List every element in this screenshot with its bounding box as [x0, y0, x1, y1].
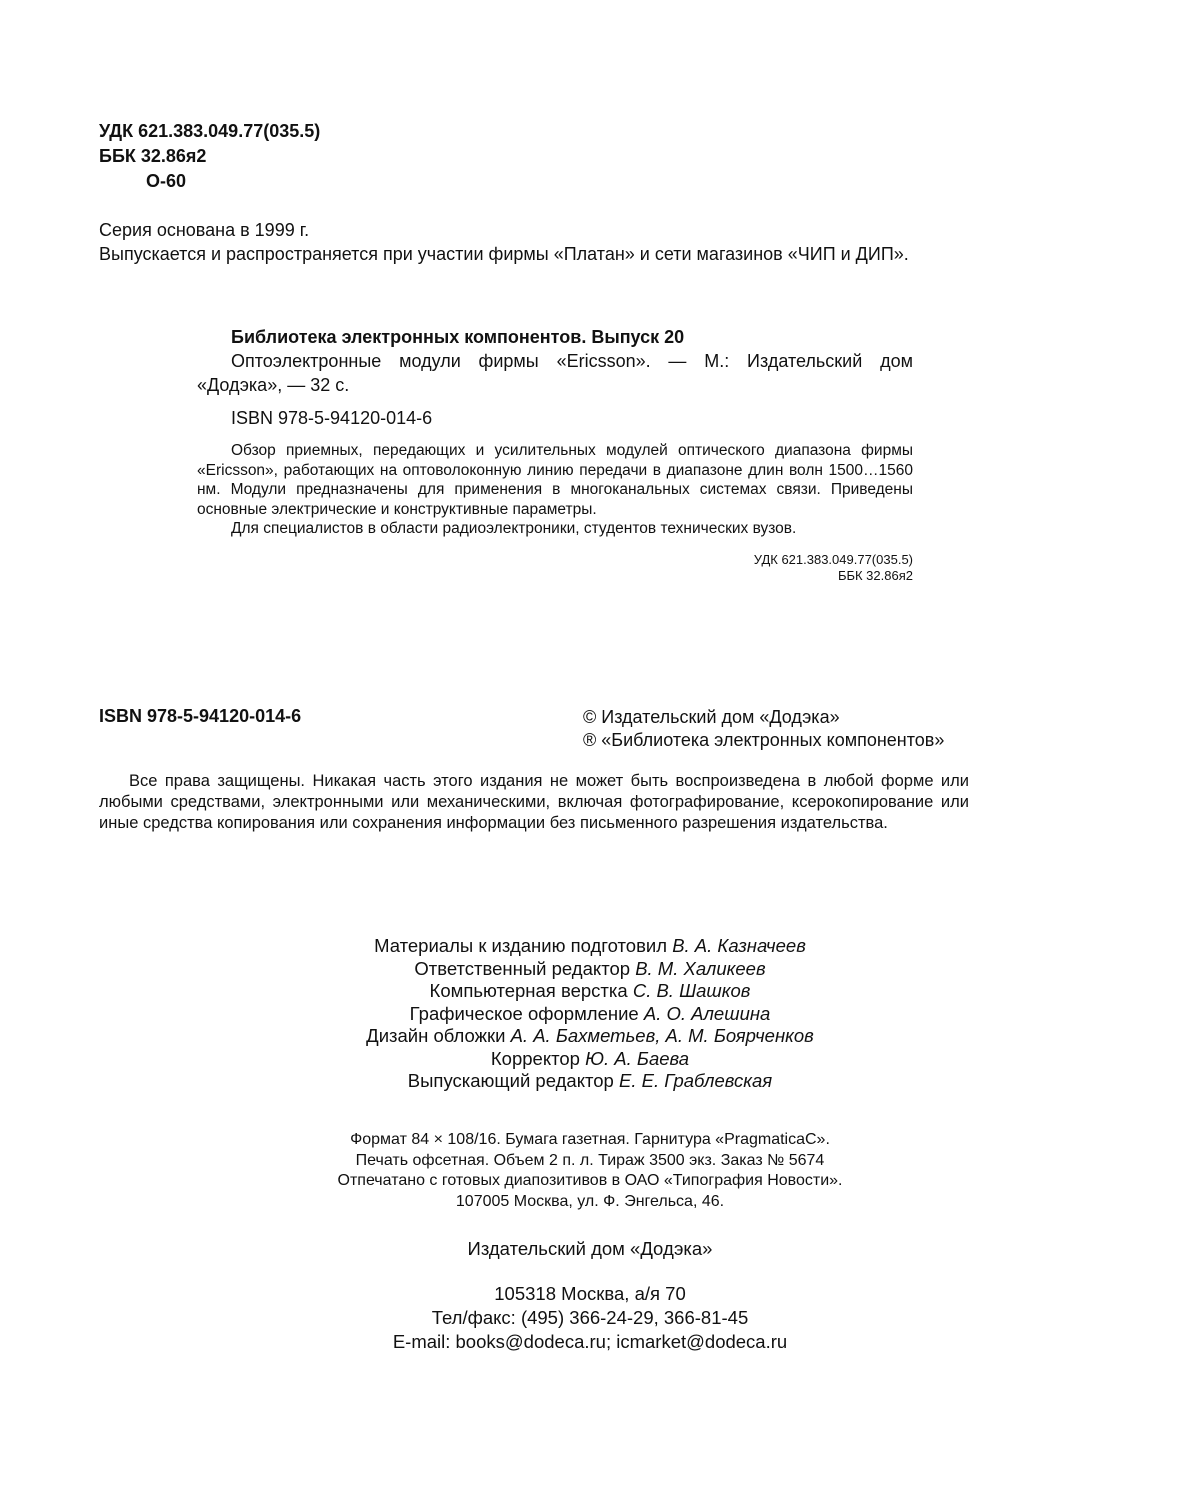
credit-name: Е. Е. Граблевская — [618, 1070, 773, 1091]
credit-role: Компьютерная верстка — [429, 980, 628, 1001]
udk-block — [99, 119, 320, 194]
bbk-code: ББК 32.86я2 — [99, 146, 207, 166]
credit-role: Корректор — [490, 1047, 580, 1069]
credit-line — [250, 958, 930, 981]
credit-line — [250, 1003, 930, 1026]
abstract-text: Обзор приемных, передающих и усилительных модулей оптического диапазона фирмы «Ericsson», работающих на оптоволоконную линию передачи в диапазоне длин волн 1500…1560 нм. Модули предназначены для применения в многоканальных системах связи. Приведены основные электрические и конструктивные параметры. — [197, 442, 913, 518]
copyright-block — [583, 706, 944, 752]
credit-role: Материалы к изданию подготовил — [374, 935, 668, 956]
bibliography-line: Оптоэлектронные модули фирмы «Ericsson». — М.: Издательский дом «Додэка», — 32 с. — [197, 351, 913, 395]
series-participation: Выпускается и распространяется при участии фирмы «Платан» и сети магазинов «ЧИП и ДИП». — [99, 244, 909, 264]
imprint-line: Отпечатано с готовых диапозитивов в ОАО «Типография Новости». — [337, 1172, 843, 1189]
udk-code: УДК 621.383.049.77(035.5) — [99, 121, 321, 141]
bibliographic-description — [197, 325, 913, 584]
credit-role: Ответственный редактор — [414, 957, 631, 979]
book-title: Библиотека электронных компонентов. Выпуск 20 — [231, 327, 685, 347]
credit-line — [250, 1025, 930, 1048]
abstract — [197, 441, 913, 539]
credit-name: В. М. Халикеев — [635, 957, 766, 979]
bbk-code-small: ББК 32.86я2 — [837, 567, 913, 583]
credit-name: А. А. Бахметьев, А. М. Боярченков — [510, 1025, 814, 1046]
copyright-trademark: ® «Библиотека электронных компонентов» — [583, 730, 945, 750]
description-isbn: ISBN 978-5-94120-014-6 — [231, 408, 433, 428]
credit-line — [250, 935, 930, 958]
credit-role: Графическое оформление — [409, 1002, 639, 1024]
isbn-main: ISBN 978-5-94120-014-6 — [99, 706, 302, 726]
credit-line — [250, 1070, 930, 1093]
rights-notice — [99, 771, 969, 834]
audience-text: Для специалистов в области радиоэлектроники, студентов технических вузов. — [231, 520, 797, 537]
imprint-line: Формат 84 × 108/16. Бумага газетная. Гарнитура «PragmaticaC». — [350, 1131, 830, 1148]
credit-role: Выпускающий редактор — [407, 1070, 614, 1091]
copyright-publisher: © Издательский дом «Додэка» — [583, 707, 840, 727]
author-mark: О-60 — [146, 171, 187, 191]
credit-name: А. О. Алешина — [643, 1002, 771, 1024]
imprint-line: Печать офсетная. Объем 2 п. л. Тираж 3500 экз. Заказ № 5674 — [355, 1151, 825, 1169]
imprint-line: 107005 Москва, ул. Ф. Энгельса, 46. — [455, 1192, 725, 1210]
credit-name: В. А. Казначеев — [672, 935, 806, 956]
contact-block — [250, 1282, 930, 1354]
credit-name: Ю. А. Баева — [585, 1047, 690, 1069]
udk-code-small: УДК 621.383.049.77(035.5) — [753, 551, 913, 567]
email: E-mail: books@dodeca.ru; icmarket@dodeca.ru — [392, 1331, 788, 1352]
credits-list — [250, 935, 930, 1093]
phone-fax: Тел/факс: (495) 366-24-29, 366-81-45 — [431, 1307, 749, 1328]
series-info — [99, 218, 909, 266]
publisher-name: Издательский дом «Додэка» — [467, 1238, 713, 1259]
postal-address: 105318 Москва, а/я 70 — [494, 1283, 686, 1304]
imprint-block — [250, 1130, 930, 1212]
credit-name: С. В. Шашков — [632, 980, 751, 1001]
series-founded: Серия основана в 1999 г. — [99, 220, 310, 240]
credit-line — [250, 1048, 930, 1071]
credit-line — [250, 980, 930, 1003]
credit-role: Дизайн обложки — [366, 1025, 506, 1046]
rights-text: Все права защищены. Никакая часть этого издания не может быть воспроизведена в любой форме или любыми средствами, электронными или механическими, включая фотографирование, ксерокопирование или иные средства копирования или сохранения информации без письменного разрешения издательства. — [99, 772, 969, 832]
classification-codes — [197, 552, 913, 584]
